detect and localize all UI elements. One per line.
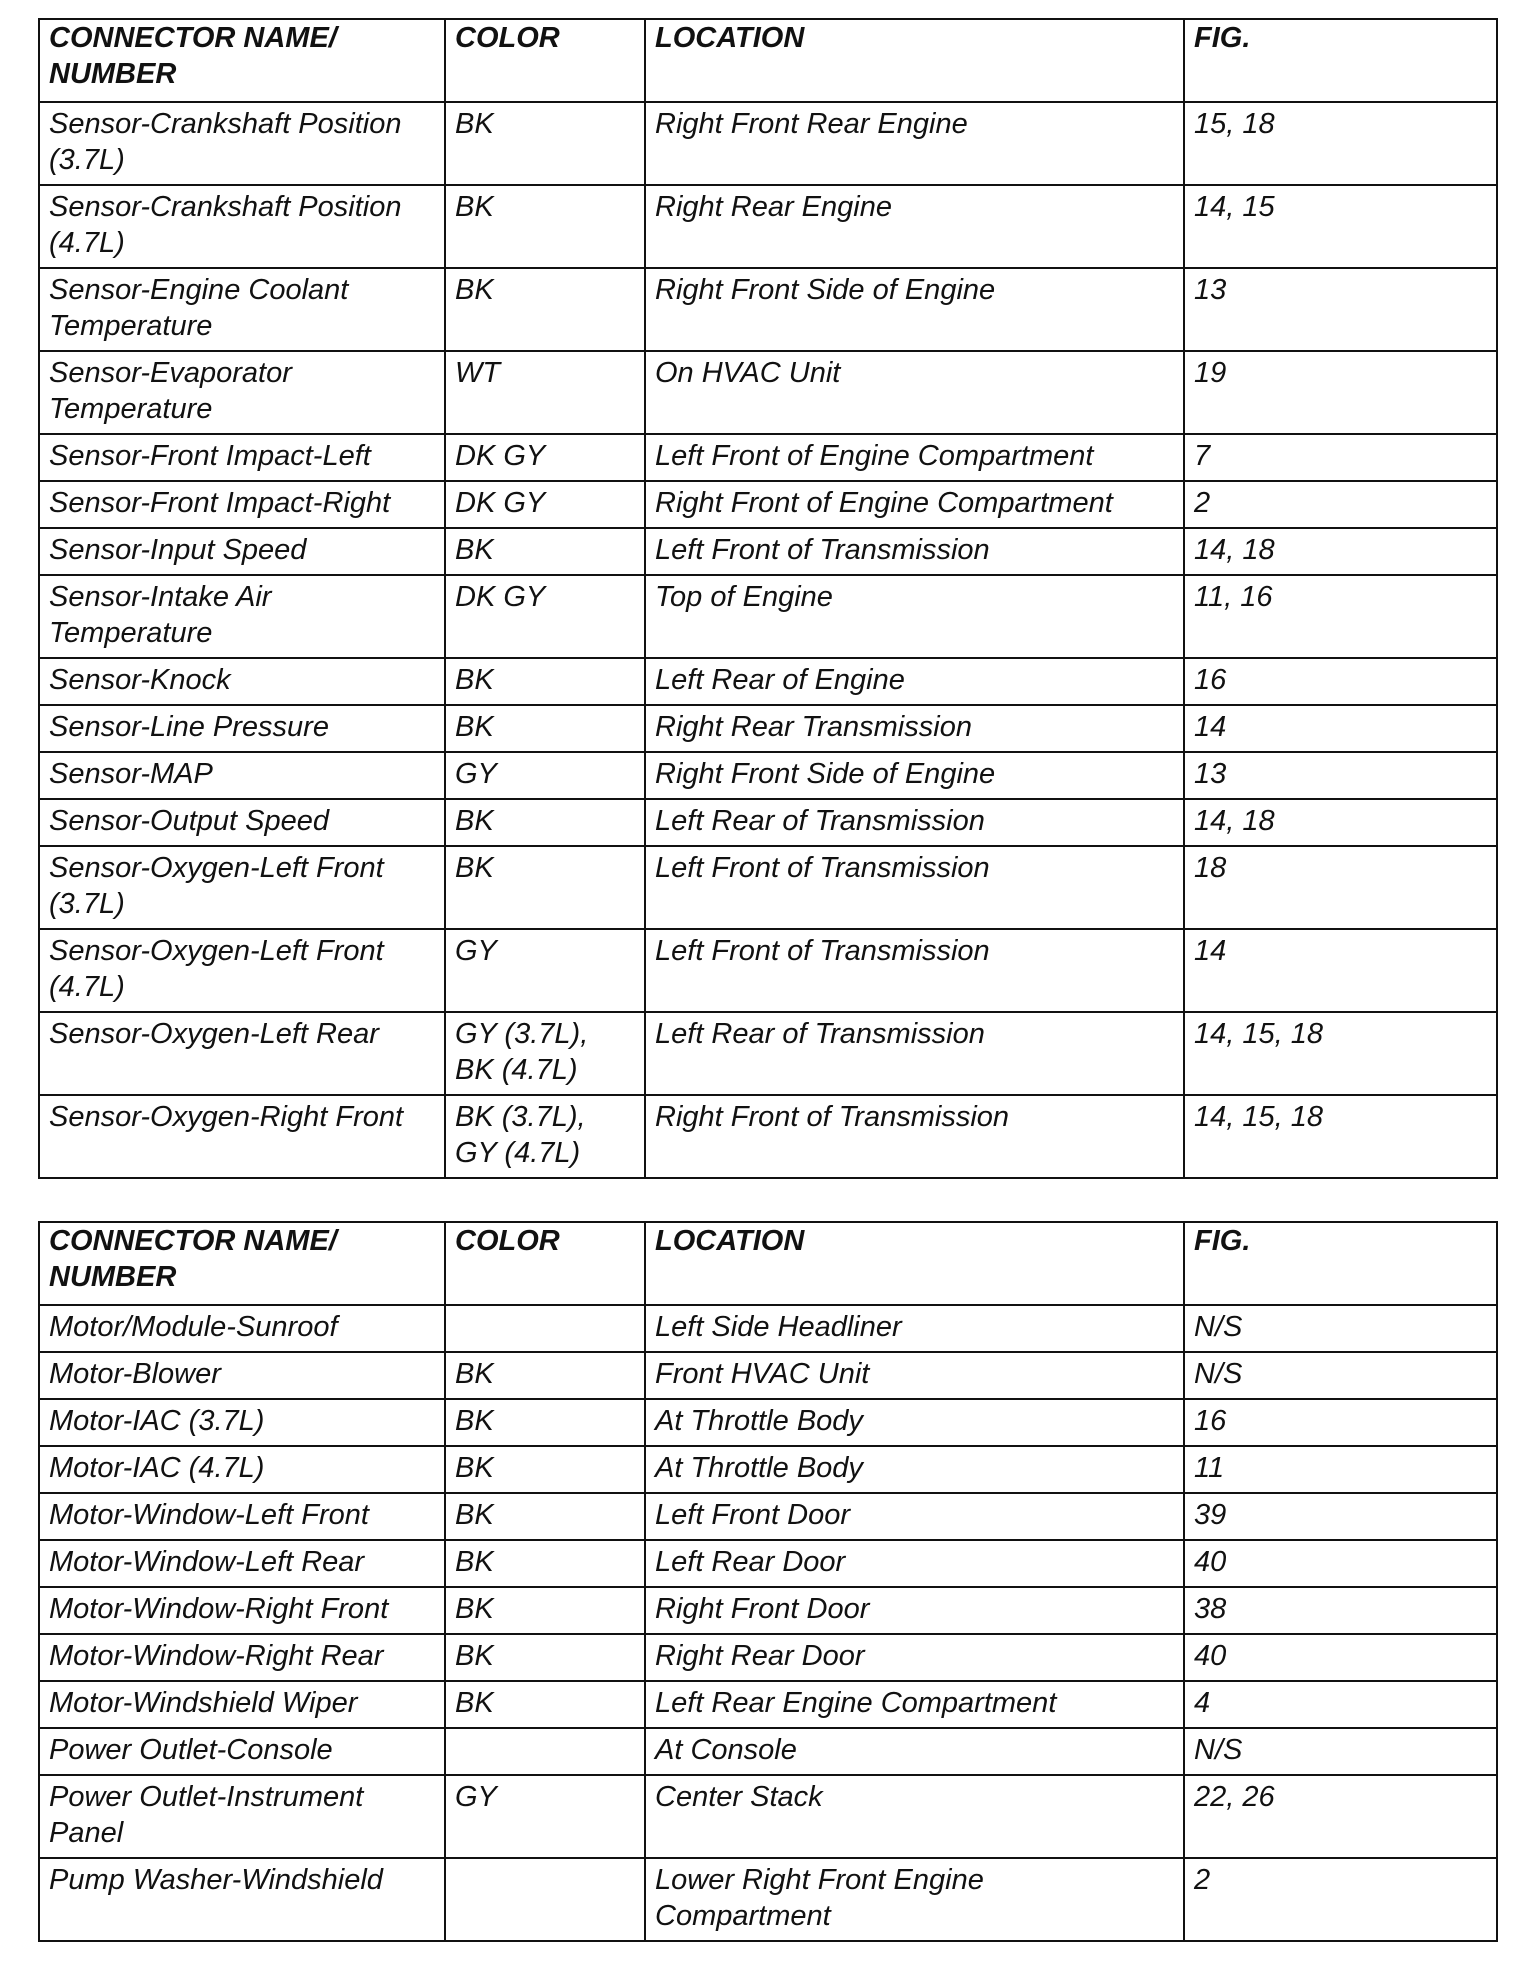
cell-fig: 19	[1184, 351, 1497, 434]
cell-color: BK (3.7L), GY (4.7L)	[445, 1095, 645, 1178]
cell-connector-name: Motor-Window-Left Rear	[39, 1540, 445, 1587]
cell-location: Left Rear Door	[645, 1540, 1184, 1587]
header-fig: FIG.	[1184, 19, 1497, 102]
table-row	[39, 1493, 1497, 1540]
cell-fig: 14, 18	[1184, 528, 1497, 575]
table-row	[39, 1012, 1497, 1095]
cell-fig: N/S	[1184, 1305, 1497, 1352]
table-row	[39, 185, 1497, 268]
cell-color: GY (3.7L), BK (4.7L)	[445, 1012, 645, 1095]
cell-location: On HVAC Unit	[645, 351, 1184, 434]
table-row	[39, 1775, 1497, 1858]
header-color: COLOR	[445, 19, 645, 102]
cell-connector-name: Sensor-Output Speed	[39, 799, 445, 846]
cell-fig: 7	[1184, 434, 1497, 481]
cell-fig: 14	[1184, 929, 1497, 1012]
table-row	[39, 929, 1497, 1012]
table-row	[39, 1399, 1497, 1446]
cell-color: WT	[445, 351, 645, 434]
cell-location: Right Front Side of Engine	[645, 268, 1184, 351]
cell-location: Left Front of Engine Compartment	[645, 434, 1184, 481]
cell-connector-name: Motor-Windshield Wiper	[39, 1681, 445, 1728]
cell-location: Right Front Side of Engine	[645, 752, 1184, 799]
cell-location: Left Front of Transmission	[645, 846, 1184, 929]
cell-fig: 2	[1184, 1858, 1497, 1941]
cell-connector-name: Motor/Module-Sunroof	[39, 1305, 445, 1352]
cell-location: Right Rear Transmission	[645, 705, 1184, 752]
cell-location: Center Stack	[645, 1775, 1184, 1858]
cell-location: Right Front Rear Engine	[645, 102, 1184, 185]
cell-connector-name: Sensor-Oxygen-Left Front (4.7L)	[39, 929, 445, 1012]
cell-connector-name: Sensor-MAP	[39, 752, 445, 799]
cell-fig: 18	[1184, 846, 1497, 929]
cell-connector-name: Motor-Window-Left Front	[39, 1493, 445, 1540]
table-row	[39, 351, 1497, 434]
cell-connector-name: Sensor-Input Speed	[39, 528, 445, 575]
cell-fig: 40	[1184, 1634, 1497, 1681]
header-location: LOCATION	[645, 1222, 1184, 1305]
cell-connector-name: Sensor-Evaporator Temperature	[39, 351, 445, 434]
cell-fig: 14	[1184, 705, 1497, 752]
header-color: COLOR	[445, 1222, 645, 1305]
cell-color	[445, 1305, 645, 1352]
cell-location: At Throttle Body	[645, 1446, 1184, 1493]
table-row	[39, 575, 1497, 658]
connector-table-motors	[38, 1221, 1498, 1942]
cell-fig: 4	[1184, 1681, 1497, 1728]
cell-location: At Throttle Body	[645, 1399, 1184, 1446]
cell-color: BK	[445, 185, 645, 268]
cell-fig: 13	[1184, 752, 1497, 799]
table-row	[39, 1634, 1497, 1681]
table-row	[39, 705, 1497, 752]
table-row	[39, 799, 1497, 846]
cell-color: BK	[445, 102, 645, 185]
cell-connector-name: Sensor-Intake Air Temperature	[39, 575, 445, 658]
cell-location: Right Rear Door	[645, 1634, 1184, 1681]
cell-fig: 13	[1184, 268, 1497, 351]
cell-connector-name: Sensor-Engine Coolant Temperature	[39, 268, 445, 351]
cell-location: Left Front of Transmission	[645, 528, 1184, 575]
cell-location: Right Rear Engine	[645, 185, 1184, 268]
cell-fig: N/S	[1184, 1352, 1497, 1399]
cell-location: Lower Right Front Engine Compartment	[645, 1858, 1184, 1941]
table-row	[39, 1305, 1497, 1352]
table-row	[39, 268, 1497, 351]
cell-connector-name: Sensor-Line Pressure	[39, 705, 445, 752]
table-row	[39, 1540, 1497, 1587]
cell-color: BK	[445, 1587, 645, 1634]
cell-connector-name: Power Outlet-Console	[39, 1728, 445, 1775]
cell-location: Left Rear of Transmission	[645, 799, 1184, 846]
table-row	[39, 434, 1497, 481]
table-header-row	[39, 19, 1497, 102]
cell-color: DK GY	[445, 575, 645, 658]
cell-fig: 14, 15, 18	[1184, 1095, 1497, 1178]
cell-color: BK	[445, 1446, 645, 1493]
connector-table-sensors	[38, 18, 1498, 1179]
cell-color: GY	[445, 929, 645, 1012]
cell-color: GY	[445, 1775, 645, 1858]
table-row	[39, 481, 1497, 528]
table-row	[39, 1681, 1497, 1728]
cell-color: BK	[445, 1352, 645, 1399]
table-row	[39, 102, 1497, 185]
cell-connector-name: Sensor-Crankshaft Position (4.7L)	[39, 185, 445, 268]
cell-connector-name: Sensor-Oxygen-Left Rear	[39, 1012, 445, 1095]
cell-fig: 11, 16	[1184, 575, 1497, 658]
cell-connector-name: Motor-Window-Right Rear	[39, 1634, 445, 1681]
cell-color: BK	[445, 658, 645, 705]
cell-connector-name: Pump Washer-Windshield	[39, 1858, 445, 1941]
cell-color: BK	[445, 268, 645, 351]
cell-location: Left Side Headliner	[645, 1305, 1184, 1352]
table-row	[39, 1095, 1497, 1178]
cell-connector-name: Motor-Blower	[39, 1352, 445, 1399]
table-row	[39, 1446, 1497, 1493]
cell-color	[445, 1728, 645, 1775]
cell-fig: 16	[1184, 658, 1497, 705]
cell-location: Right Front of Engine Compartment	[645, 481, 1184, 528]
table-header-row	[39, 1222, 1497, 1305]
cell-location: Left Rear Engine Compartment	[645, 1681, 1184, 1728]
cell-connector-name: Sensor-Oxygen-Right Front	[39, 1095, 445, 1178]
cell-fig: 15, 18	[1184, 102, 1497, 185]
table-row	[39, 1728, 1497, 1775]
cell-color: BK	[445, 1634, 645, 1681]
cell-location: Right Front Door	[645, 1587, 1184, 1634]
cell-connector-name: Sensor-Oxygen-Left Front (3.7L)	[39, 846, 445, 929]
cell-location: At Console	[645, 1728, 1184, 1775]
cell-color: BK	[445, 705, 645, 752]
table-row	[39, 1587, 1497, 1634]
cell-connector-name: Sensor-Front Impact-Right	[39, 481, 445, 528]
cell-fig: 14, 18	[1184, 799, 1497, 846]
cell-location: Left Front of Transmission	[645, 929, 1184, 1012]
cell-fig: 39	[1184, 1493, 1497, 1540]
cell-fig: N/S	[1184, 1728, 1497, 1775]
header-location: LOCATION	[645, 19, 1184, 102]
cell-connector-name: Motor-IAC (4.7L)	[39, 1446, 445, 1493]
cell-color: BK	[445, 1399, 645, 1446]
table-row	[39, 528, 1497, 575]
cell-color: BK	[445, 799, 645, 846]
cell-color: BK	[445, 528, 645, 575]
table-row	[39, 846, 1497, 929]
cell-location: Right Front of Transmission	[645, 1095, 1184, 1178]
cell-color: BK	[445, 846, 645, 929]
cell-fig: 2	[1184, 481, 1497, 528]
table-row	[39, 1352, 1497, 1399]
cell-connector-name: Sensor-Knock	[39, 658, 445, 705]
cell-connector-name: Motor-Window-Right Front	[39, 1587, 445, 1634]
header-connector-name: CONNECTOR NAME/ NUMBER	[39, 1222, 445, 1305]
cell-connector-name: Sensor-Crankshaft Position (3.7L)	[39, 102, 445, 185]
cell-color: GY	[445, 752, 645, 799]
cell-color: DK GY	[445, 434, 645, 481]
table-row	[39, 1858, 1497, 1941]
cell-fig: 16	[1184, 1399, 1497, 1446]
cell-color: BK	[445, 1681, 645, 1728]
document-page	[38, 18, 1496, 1942]
cell-connector-name: Power Outlet-Instrument Panel	[39, 1775, 445, 1858]
cell-color: BK	[445, 1540, 645, 1587]
table-spacer	[38, 1179, 1496, 1221]
cell-fig: 22, 26	[1184, 1775, 1497, 1858]
header-fig: FIG.	[1184, 1222, 1497, 1305]
cell-fig: 14, 15	[1184, 185, 1497, 268]
cell-fig: 14, 15, 18	[1184, 1012, 1497, 1095]
header-connector-name: CONNECTOR NAME/ NUMBER	[39, 19, 445, 102]
cell-fig: 11	[1184, 1446, 1497, 1493]
cell-fig: 38	[1184, 1587, 1497, 1634]
cell-color: BK	[445, 1493, 645, 1540]
cell-color	[445, 1858, 645, 1941]
cell-color: DK GY	[445, 481, 645, 528]
table-row	[39, 658, 1497, 705]
cell-location: Left Front Door	[645, 1493, 1184, 1540]
cell-location: Left Rear of Transmission	[645, 1012, 1184, 1095]
table-row	[39, 752, 1497, 799]
cell-connector-name: Motor-IAC (3.7L)	[39, 1399, 445, 1446]
cell-connector-name: Sensor-Front Impact-Left	[39, 434, 445, 481]
cell-location: Front HVAC Unit	[645, 1352, 1184, 1399]
cell-location: Top of Engine	[645, 575, 1184, 658]
cell-fig: 40	[1184, 1540, 1497, 1587]
cell-location: Left Rear of Engine	[645, 658, 1184, 705]
